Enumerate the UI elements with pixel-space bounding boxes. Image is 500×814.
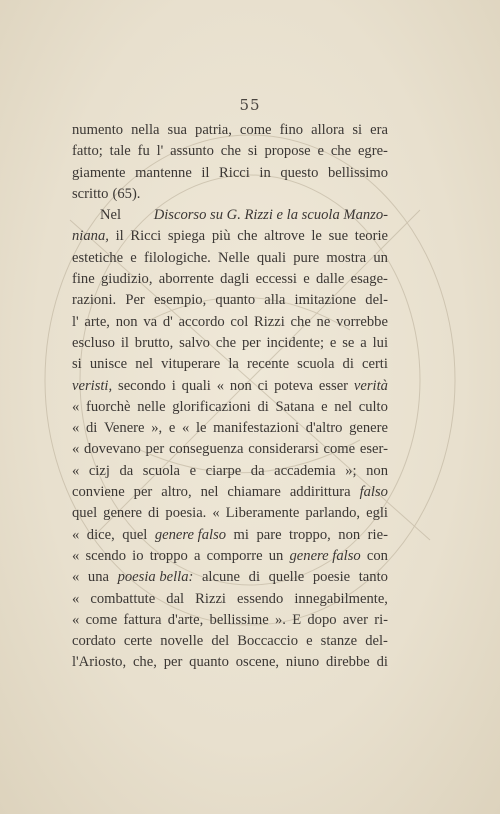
word: mi	[233, 526, 249, 543]
word: vorrebbe	[336, 313, 388, 330]
word: e	[189, 462, 197, 479]
word: Ricci	[219, 164, 250, 181]
word: le	[195, 420, 207, 437]
word: teorie	[354, 228, 388, 245]
word: e	[317, 143, 324, 160]
word: poteva	[274, 377, 313, 394]
text-line	[72, 652, 388, 673]
word: certi	[361, 356, 388, 373]
word: per	[145, 441, 165, 458]
word: come	[85, 611, 118, 628]
word: verità	[353, 377, 388, 394]
word: altrove	[264, 228, 305, 245]
word: salvo	[179, 334, 210, 351]
word: non	[115, 313, 138, 330]
word: d'arte,	[167, 611, 204, 628]
word: che	[237, 228, 258, 245]
text-line	[72, 312, 388, 333]
word: cordato	[72, 633, 116, 650]
word: direbbe	[325, 654, 370, 671]
text-line	[72, 141, 388, 162]
word: dagli	[220, 271, 250, 288]
word: scuola	[297, 356, 335, 373]
word: «	[72, 441, 80, 458]
word: l'	[72, 313, 79, 330]
word: altro,	[161, 484, 192, 501]
word: accordo	[178, 313, 225, 330]
page-number: 55	[239, 96, 261, 114]
word: alla	[264, 292, 286, 309]
word: genere	[103, 505, 143, 522]
word: accademia	[274, 462, 336, 479]
word: esage-	[350, 271, 388, 288]
word: «	[72, 420, 80, 437]
word: poesie	[312, 569, 351, 586]
word: aborrente	[158, 271, 214, 288]
word: va	[143, 313, 158, 330]
word: che	[220, 143, 242, 160]
word: come	[239, 122, 272, 138]
word: vituperare	[161, 356, 221, 373]
word: arte,	[84, 313, 110, 330]
word: fino	[279, 122, 304, 138]
word: e	[321, 398, 328, 415]
word: estetiche	[72, 249, 124, 266]
word: non	[229, 377, 252, 394]
word: escluso	[72, 334, 115, 351]
word: come	[323, 441, 356, 458]
word: il	[201, 164, 210, 181]
word: e	[168, 420, 176, 437]
word: falso	[359, 484, 388, 501]
word: l'Ariosto,	[72, 654, 127, 671]
word: cizj	[88, 462, 110, 479]
word: quel	[72, 505, 98, 522]
word: sue	[328, 228, 349, 245]
word: io	[132, 547, 144, 564]
word: nella	[131, 122, 160, 138]
word: per	[241, 334, 261, 351]
text-line	[72, 120, 388, 141]
word: rie-	[367, 526, 388, 543]
word: Boccaccio	[237, 633, 299, 650]
word: d'altro	[305, 420, 343, 437]
word: da	[250, 462, 265, 479]
word: «	[72, 526, 80, 543]
word: nelle	[137, 398, 166, 415]
word: certe	[123, 633, 153, 650]
word: tanto	[358, 569, 388, 586]
word: con	[366, 547, 388, 564]
text-line	[72, 589, 388, 610]
word: «	[216, 377, 225, 394]
word: «	[72, 611, 80, 628]
text-line	[72, 333, 388, 354]
word: numento	[72, 122, 124, 138]
word: pare	[256, 526, 282, 543]
word: «	[72, 398, 80, 415]
word: quel	[122, 526, 148, 543]
word: «	[72, 547, 80, 564]
word: genere falso	[289, 547, 361, 564]
word: Discorso su G. Rizzi e la scuola Manzo-	[153, 207, 388, 224]
word: lui	[372, 334, 388, 351]
word: da	[119, 462, 134, 479]
word: quelle	[268, 569, 305, 586]
text-line	[72, 290, 388, 311]
body-text	[72, 120, 388, 674]
word: e	[130, 249, 137, 266]
word: quanto	[189, 654, 229, 671]
word: combattute	[90, 590, 156, 607]
word: eccessi	[255, 271, 297, 288]
text-line	[72, 439, 388, 460]
word: l'	[156, 143, 164, 160]
word: i	[171, 377, 176, 394]
word: stanze	[320, 633, 358, 650]
word: «	[72, 590, 80, 607]
word: genere	[349, 420, 388, 437]
text-line	[72, 354, 388, 375]
word: ci	[257, 377, 269, 394]
word: Venere	[104, 420, 145, 437]
word: fuorchè	[85, 398, 131, 415]
word: nel	[200, 484, 219, 501]
word: scuola	[142, 462, 181, 479]
word: si	[72, 356, 82, 373]
word: «	[72, 462, 80, 479]
word: scendo	[85, 547, 126, 564]
word: col	[230, 313, 249, 330]
word: che	[330, 143, 352, 160]
word: esempio,	[153, 292, 207, 309]
word: e	[329, 334, 337, 351]
word: incidente;	[266, 334, 325, 351]
word: egre-	[357, 143, 388, 160]
word: propose	[264, 143, 311, 160]
word: recente	[246, 356, 290, 373]
word: veristi,	[72, 377, 113, 394]
word: considerarsi	[248, 441, 319, 458]
word: innegabilmente,	[294, 590, 388, 607]
word: in	[259, 164, 271, 181]
word: il	[120, 334, 129, 351]
word: che	[215, 334, 237, 351]
word: giamente	[72, 164, 126, 181]
word: per	[163, 654, 183, 671]
word: che,	[132, 654, 157, 671]
text-line	[72, 482, 388, 503]
word: dice,	[86, 526, 115, 543]
word: Satana	[275, 398, 315, 415]
word: »,	[151, 420, 163, 437]
word: d'	[162, 313, 173, 330]
text-line	[72, 248, 388, 269]
word: filologiche.	[143, 249, 211, 266]
word: del-	[365, 292, 388, 309]
text-line	[72, 503, 388, 524]
word: un	[268, 547, 284, 564]
word: ri-	[374, 611, 388, 628]
word: fattura	[123, 611, 162, 628]
word: «	[72, 569, 80, 586]
word: manifestazioni	[213, 420, 300, 437]
word: sua	[167, 122, 187, 138]
word: fu	[137, 143, 150, 160]
word: scritto	[72, 185, 109, 202]
word: »;	[345, 462, 357, 479]
text-line	[72, 418, 388, 439]
text-line	[72, 610, 388, 631]
word: di	[376, 654, 388, 671]
word: Nelle	[218, 249, 250, 266]
word: glorificazioni	[172, 398, 251, 415]
word: chiamare	[227, 484, 281, 501]
word: quali	[256, 249, 287, 266]
word: conviene	[72, 484, 125, 501]
word: e	[306, 633, 313, 650]
word: comporre	[206, 547, 263, 564]
text-line	[72, 631, 388, 652]
word: di	[342, 356, 354, 373]
word: culto	[358, 398, 388, 415]
word: troppo,	[289, 526, 331, 543]
word: niana,	[72, 228, 109, 245]
word: poesia.	[165, 505, 207, 522]
word: giudizio,	[100, 271, 153, 288]
word: spiega	[167, 228, 206, 245]
word: a	[360, 334, 367, 351]
word: ne	[316, 313, 331, 330]
word: a	[193, 547, 201, 564]
word: e	[303, 271, 310, 288]
word: genere falso	[154, 526, 227, 543]
word: non	[366, 462, 388, 479]
word: patria,	[195, 122, 232, 138]
word: conseguenza	[168, 441, 244, 458]
text-line	[72, 546, 388, 567]
word: secondo	[118, 377, 166, 394]
word: si	[247, 143, 258, 160]
word: dovevano	[84, 441, 141, 458]
word: quanto	[215, 292, 256, 309]
word: fatto;	[72, 143, 103, 160]
word: esser	[318, 377, 349, 394]
word: che	[290, 313, 311, 330]
word: di	[85, 420, 98, 437]
word: mantenne	[135, 164, 192, 181]
word: quali	[181, 377, 211, 394]
word: questo	[280, 164, 319, 181]
word: bellissimo	[328, 164, 388, 181]
word: non	[338, 526, 361, 543]
word: mostra	[326, 249, 367, 266]
word: bellissime	[209, 611, 269, 628]
word: di	[148, 505, 160, 522]
word: fine	[72, 271, 95, 288]
word: «	[212, 505, 220, 522]
word: se	[342, 334, 355, 351]
word: Rizzi	[254, 313, 285, 330]
word: la	[228, 356, 239, 373]
word: Ricci	[130, 228, 162, 245]
word: ciarpe	[205, 462, 242, 479]
word: tale	[109, 143, 131, 160]
word: del-	[365, 633, 388, 650]
word: dalle	[315, 271, 345, 288]
word: un	[373, 249, 388, 266]
word: nel	[135, 356, 154, 373]
text-line	[72, 397, 388, 418]
text-line	[72, 205, 388, 226]
word: (65).	[112, 185, 141, 202]
word: essendo	[237, 590, 284, 607]
word: di	[248, 569, 260, 586]
text-line	[72, 461, 388, 482]
word: novelle	[160, 633, 204, 650]
word: Per	[125, 292, 145, 309]
text-line	[72, 163, 388, 184]
word: dopo	[307, 611, 337, 628]
word: egli	[366, 505, 388, 522]
word: pure	[293, 249, 320, 266]
word: unisce	[89, 356, 128, 373]
text-line	[72, 184, 388, 205]
word: niuno	[285, 654, 320, 671]
word: oscene,	[235, 654, 280, 671]
word: poesia bella:	[117, 569, 194, 586]
word: razioni.	[72, 292, 117, 309]
word: di	[257, 398, 269, 415]
word: era	[370, 122, 388, 138]
word: eser-	[359, 441, 388, 458]
word: addirittura	[289, 484, 351, 501]
word: ».	[274, 611, 286, 628]
text-line	[72, 567, 388, 588]
word: troppo	[149, 547, 188, 564]
text-line	[72, 226, 388, 247]
text-line	[72, 269, 388, 290]
word: assunto	[170, 143, 214, 160]
word: Liberamente	[225, 505, 300, 522]
word: brutto,	[134, 334, 174, 351]
word: parlando,	[305, 505, 361, 522]
word: imitazione	[294, 292, 357, 309]
word: «	[181, 420, 190, 437]
word: per	[133, 484, 153, 501]
word: il	[115, 228, 124, 245]
word: E	[292, 611, 302, 628]
word: alcune	[201, 569, 241, 586]
word: allora	[311, 122, 345, 138]
word: le	[311, 228, 322, 245]
word: dal	[166, 590, 185, 607]
word: una	[87, 569, 109, 586]
word: del	[211, 633, 230, 650]
word: nel	[334, 398, 353, 415]
word: Rizzi	[195, 590, 226, 607]
text-line	[72, 376, 388, 397]
word: si	[352, 122, 363, 138]
text-line	[72, 525, 388, 546]
word: più	[211, 228, 231, 245]
word: aver	[342, 611, 368, 628]
word: Nel	[100, 207, 122, 224]
